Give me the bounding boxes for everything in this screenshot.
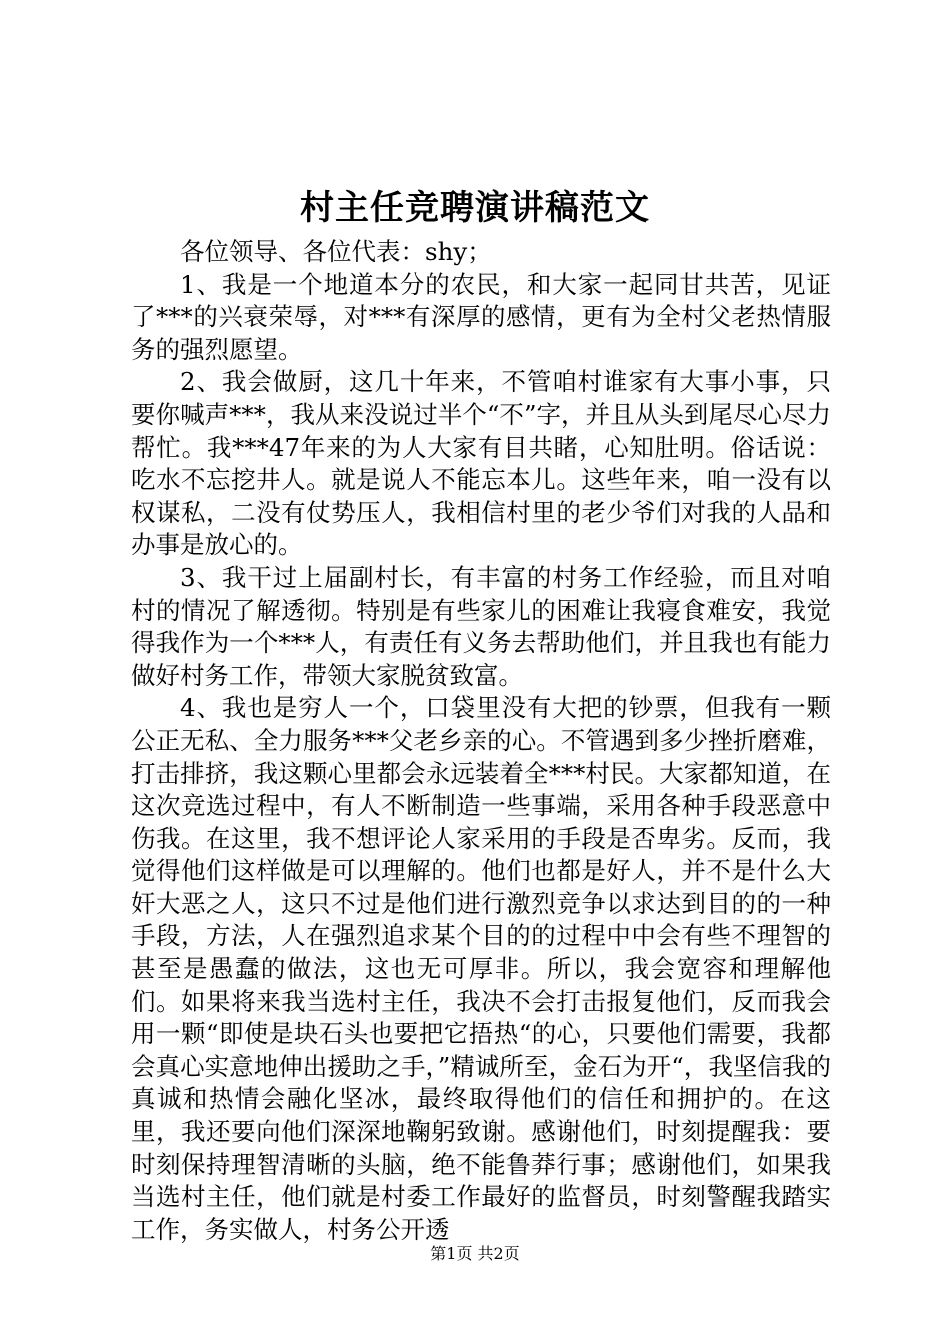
document-title: 村主任竞聘演讲稿范文 — [300, 188, 650, 228]
paragraph-2: 2、我会做厨，这几十年来，不管咱村谁家有大事小事，只要你喊声***，我从来没说过半个“不”字，并且从头到尾尽心尽力帮忙。我***47年来的为人大家有目共睹，心知肚明。俗话说：吃水不忘挖井人。就是说人不能忘本儿。这些年来，咱一没有以权谋私，二没有仗势压人，我相信村里的老少爷们对我的人品和办事是放心的。 — [131, 367, 831, 560]
paragraph-3: 3、我干过上届副村长，有丰富的村务工作经验，而且对咱村的情况了解透彻。特别是有些家儿的困难让我寝食难安，我觉得我作为一个***人，有责任有义务去帮助他们，并且我也有能力做好村务工作，带领大家脱贫致富。 — [131, 562, 831, 690]
paragraph-4: 4、我也是穷人一个，口袋里没有大把的钞票，但我有一颗公正无私、全力服务***父老乡亲的心。不管遇到多少挫折磨难，打击排挤，我这颗心里都会永远装着全***村民。大家都知道，在这次竞选过程中，有人不断制造一些事端，采用各种手段恶意中伤我。在这里，我不想评论人家采用的手段是否卑劣。反而，我觉得他们这样做是可以理解的。他们也都是好人，并不是什么大奸大恶之人，这只不过是他们进行激烈竞争以求达到目的的一种手段，方法，人在强烈追求某个目的的过程中中会有些不理智的甚至是愚蠢的做法，这也无可厚非。所以，我会宽容和理解他们。如果将来我当选村主任，我决不会打击报复他们，反而我会用一颗“即使是块石头也要把它捂热“的心，只要他们需要，我都会真心实意地伸出援助之手，”精诚所至，金石为开“，我坚信我的真诚和热情会融化坚冰，最终取得他们的信任和拥护的。在这里，我还要向他们深深地鞠躬致谢。感谢他们，时刻提醒我：要时刻保持理智清晰的头脑，绝不能鲁莽行事；感谢他们，如果我当选村主任，他们就是村委工作最好的监督员，时刻警醒我踏实工作，务实做人，村务公开透 — [131, 693, 831, 1244]
page-number-footer: 第1页 共2页 — [430, 1244, 520, 1263]
paragraph-salutation: 各位领导、各位代表：shy； — [180, 237, 492, 266]
document-body — [131, 236, 831, 1246]
paragraph-1: 1、我是一个地道本分的农民，和大家一起同甘共苦，见证了***的兴衰荣辱，对***有深厚的感情，更有为全村父老热情服务的强烈愿望。 — [131, 269, 831, 364]
